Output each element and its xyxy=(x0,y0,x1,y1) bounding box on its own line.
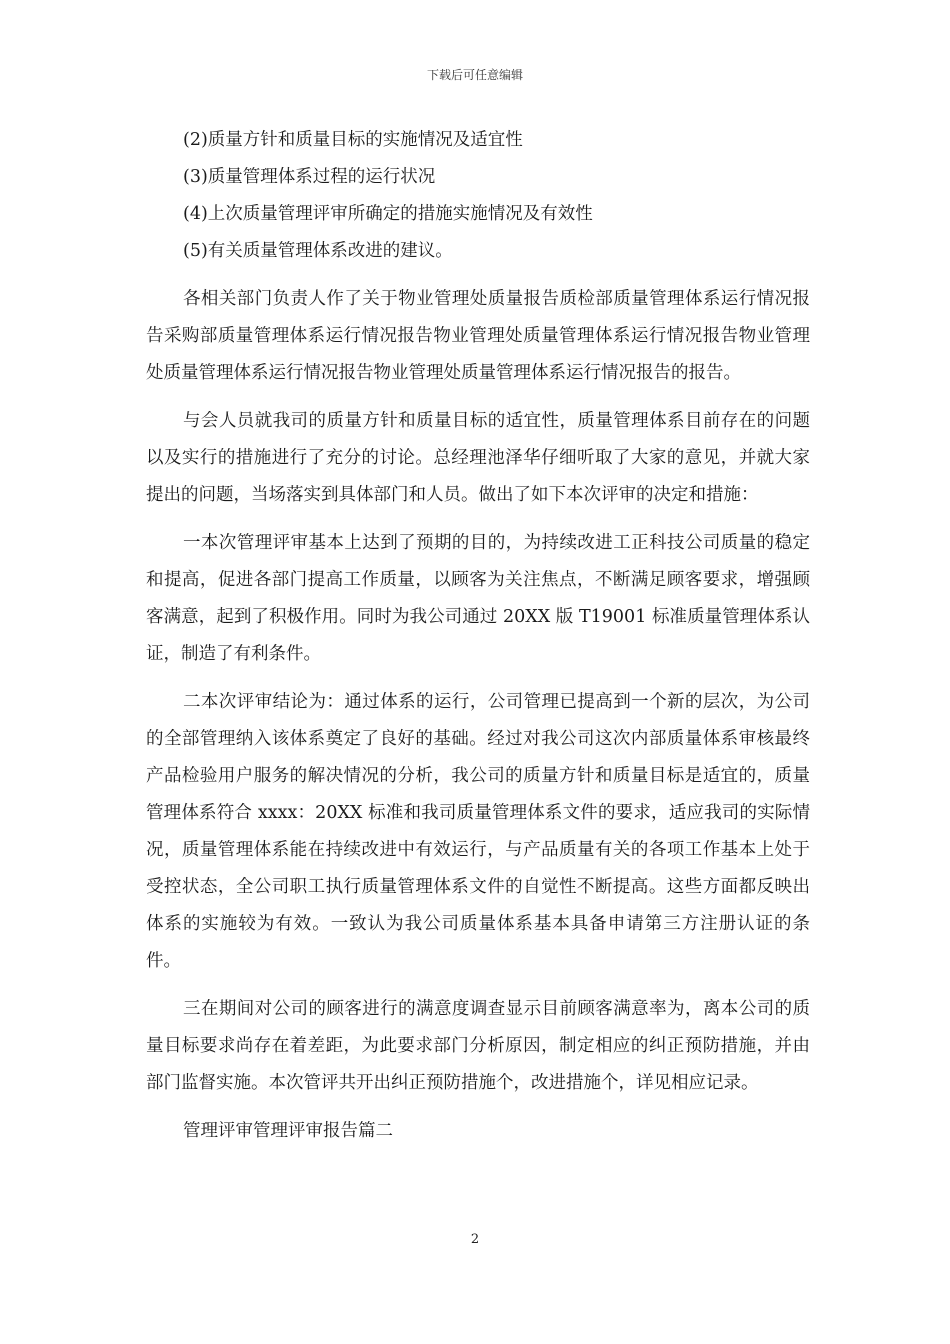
list-item: (3)质量管理体系过程的运行状况 xyxy=(183,167,436,187)
paragraph-discussion: 与会人员就我司的质量方针和质量目标的适宜性，质量管理体系目前存在的问题以及实行的措施进行了充分的讨论。总经理池泽华仔细听取了大家的意见，并就大家提出的问题，当场落实到具体部门和人员。做出了如下本次评审的决定和措施： xyxy=(146,411,810,505)
document-body xyxy=(146,122,810,1161)
paragraph-department-reports: 各相关部门负责人作了关于物业管理处质量报告质检部质量管理体系运行情况报告采购部质量管理体系运行情况报告物业管理处质量管理体系运行情况报告物业管理处质量管理体系运行情况报告物业管理处质量管理体系运行情况报告的报告。 xyxy=(146,289,810,383)
paragraph-decision-two: 二本次评审结论为：通过体系的运行，公司管理已提高到一个新的层次，为公司的全部管理纳入该体系奠定了良好的基础。经过对我公司这次内部质量体系审核最终产品检验用户服务的解决情况的分析，我公司的质量方针和质量目标是适宜的，质量管理体系符合 xxxx：20XX 标准和我司质量管理体系文件的要求，适应我司的实际情况，质量管理体系能在持续改进中有效运行，与产品质量有关的各项工作基本上处于受控状态，全公司职工执行质量管理体系文件的自觉性不断提高。这些方面都反映出体系的实施较为有效。一致认为我公司质量体系基本具备申请第三方注册认证的条件。 xyxy=(146,692,810,971)
list-item: (2)质量方针和质量目标的实施情况及适宜性 xyxy=(183,130,523,150)
section-heading-part-two: 管理评审管理评审报告篇二 xyxy=(183,1121,393,1141)
list-item: (5)有关质量管理体系改进的建议。 xyxy=(183,241,453,261)
paragraph-decision-one: 一本次管理评审基本上达到了预期的目的，为持续改进工正科技公司质量的稳定和提高，促进各部门提高工作质量，以顾客为关注焦点，不断满足顾客要求，增强顾客满意，起到了积极作用。同时为我公司通过 20XX 版 T19001 标准质量管理体系认证，制造了有利条件。 xyxy=(146,533,810,664)
page-number: 2 xyxy=(470,1232,480,1247)
page-header: 下载后可任意编辑 xyxy=(426,68,523,82)
list-item: (4)上次质量管理评审所确定的措施实施情况及有效性 xyxy=(183,204,593,224)
paragraph-decision-three: 三在期间对公司的顾客进行的满意度调查显示目前顾客满意率为，离本公司的质量目标要求尚存在着差距，为此要求部门分析原因，制定相应的纠正预防措施，并由部门监督实施。本次管评共开出纠正预防措施个，改进措施个，详见相应记录。 xyxy=(146,999,810,1093)
